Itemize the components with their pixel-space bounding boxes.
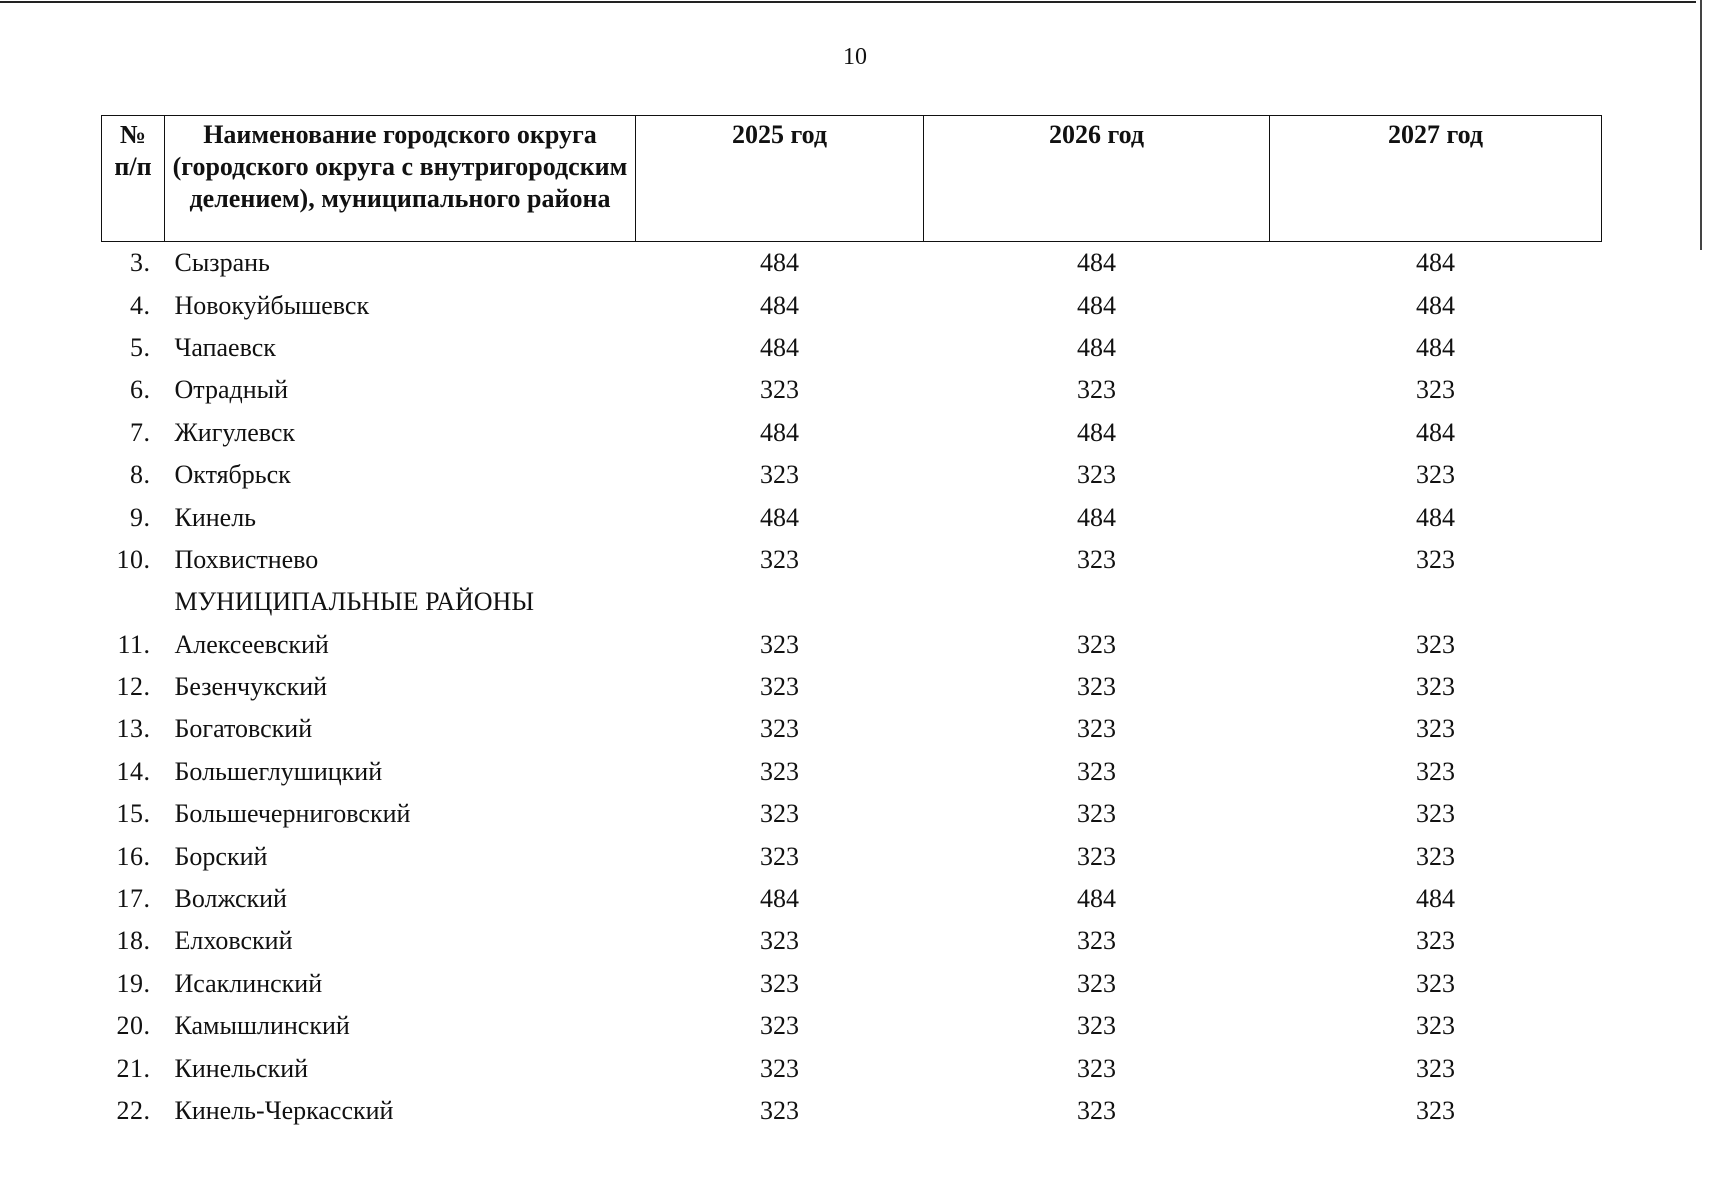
value-2025: 323 [760, 968, 799, 998]
table-row [102, 920, 1602, 962]
value-2025: 323 [760, 926, 799, 956]
value-2027: 484 [1416, 248, 1455, 278]
value-2025: 323 [760, 672, 799, 702]
value-2025: 323 [760, 841, 799, 871]
table-row [102, 666, 1602, 708]
value-2027: 484 [1416, 502, 1455, 532]
value-2027: 484 [1416, 290, 1455, 320]
row-name: Большеглушицкий [174, 756, 383, 786]
value-2025: 323 [760, 799, 799, 829]
value-2027: 484 [1416, 417, 1455, 447]
table-row [102, 751, 1602, 793]
row-number: 8. [130, 460, 151, 490]
table-row [102, 496, 1602, 538]
row-name: Борский [174, 841, 268, 871]
row-number: 19. [116, 968, 151, 998]
table-row [102, 454, 1602, 496]
header-number: № п/п [102, 116, 165, 242]
table-row [102, 284, 1602, 326]
value-2025: 323 [760, 714, 799, 744]
value-2026: 323 [1077, 841, 1116, 871]
value-2025: 323 [760, 1096, 799, 1125]
value-2027: 323 [1416, 1011, 1455, 1041]
header-row [102, 116, 1602, 242]
table-row [102, 1047, 1602, 1089]
row-number: 18. [116, 926, 151, 956]
row-number: 14. [116, 756, 151, 786]
header-name: Наименование городского округа (городского округа с внутригородским делением), муниципального района [165, 116, 636, 242]
table-row [102, 412, 1602, 454]
row-name: Алексеевский [174, 629, 329, 659]
table-row [102, 369, 1602, 411]
row-name: Камышлинский [174, 1011, 350, 1041]
value-2027: 323 [1416, 375, 1455, 405]
row-number: 11. [117, 629, 151, 659]
row-name: Безенчукский [174, 672, 328, 702]
value-2025: 484 [760, 248, 799, 278]
value-2027: 323 [1416, 926, 1455, 956]
value-2025: 323 [760, 756, 799, 786]
table-row [102, 708, 1602, 750]
value-2027: 323 [1416, 460, 1455, 490]
value-2026: 323 [1077, 544, 1116, 574]
row-number: 17. [116, 884, 151, 914]
section-row [102, 581, 1602, 623]
value-2025: 484 [760, 290, 799, 320]
row-name: Кинель-Черкасский [174, 1096, 394, 1125]
row-name: Кинель [174, 502, 257, 532]
value-2026: 323 [1077, 926, 1116, 956]
row-name: Октябрьск [174, 460, 291, 490]
value-2026: 323 [1077, 714, 1116, 744]
row-name: Большечерниговский [174, 799, 411, 829]
value-2027: 323 [1416, 714, 1455, 744]
value-2025: 484 [760, 502, 799, 532]
row-number: 16. [116, 841, 151, 871]
table-row [102, 963, 1602, 1005]
value-2026: 323 [1077, 756, 1116, 786]
table-row [102, 539, 1602, 581]
value-2026: 484 [1077, 248, 1116, 278]
row-name: Елховский [174, 926, 293, 956]
row-name: Похвистнево [174, 544, 319, 574]
table-row [102, 1090, 1602, 1132]
row-name: Богатовский [174, 714, 313, 744]
value-2026 [924, 581, 1270, 623]
value-2025: 484 [760, 332, 799, 362]
value-2026: 323 [1077, 375, 1116, 405]
row-name: Исаклинский [174, 968, 323, 998]
value-2026: 484 [1077, 417, 1116, 447]
allocation-table [101, 115, 1602, 1132]
value-2026: 323 [1077, 1011, 1116, 1041]
value-2027: 323 [1416, 629, 1455, 659]
row-number: 7. [130, 417, 151, 447]
value-2026: 323 [1077, 1096, 1116, 1125]
value-2027: 323 [1416, 1096, 1455, 1125]
row-number: 13. [116, 714, 151, 744]
row-name: Кинельский [174, 1053, 309, 1083]
value-2026: 323 [1077, 460, 1116, 490]
value-2026: 484 [1077, 884, 1116, 914]
value-2027: 323 [1416, 968, 1455, 998]
row-name: Отрадный [174, 375, 289, 405]
section-title: МУНИЦИПАЛЬНЫЕ РАЙОНЫ [174, 587, 534, 617]
right-edge-line [1700, 0, 1702, 250]
page-number: 10 [843, 44, 867, 70]
value-2025: 323 [760, 460, 799, 490]
value-2027 [1270, 581, 1602, 623]
row-name: Чапаевск [174, 332, 276, 362]
header-2026: 2026 год [924, 116, 1270, 242]
row-name: Жигулевск [174, 417, 296, 447]
row-number: 9. [130, 502, 151, 532]
value-2026: 484 [1077, 290, 1116, 320]
row-number: 15. [116, 799, 151, 829]
value-2025 [636, 581, 924, 623]
value-2025: 323 [760, 1011, 799, 1041]
value-2026: 484 [1077, 502, 1116, 532]
table-row [102, 624, 1602, 666]
value-2026: 323 [1077, 629, 1116, 659]
table-header [102, 116, 1602, 242]
table-row [102, 242, 1602, 285]
value-2026: 323 [1077, 1053, 1116, 1083]
header-2027: 2027 год [1270, 116, 1602, 242]
value-2025: 323 [760, 1053, 799, 1083]
row-number: 5. [130, 332, 151, 362]
table-row [102, 835, 1602, 877]
value-2027: 323 [1416, 799, 1455, 829]
value-2026: 323 [1077, 968, 1116, 998]
row-name: Волжский [174, 884, 287, 914]
value-2026: 323 [1077, 799, 1116, 829]
value-2026: 323 [1077, 672, 1116, 702]
value-2027: 323 [1416, 1053, 1455, 1083]
value-2026: 484 [1077, 332, 1116, 362]
row-name: Новокуйбышевск [174, 290, 370, 320]
row-number: 10. [116, 544, 151, 574]
value-2027: 323 [1416, 756, 1455, 786]
value-2027: 484 [1416, 884, 1455, 914]
value-2025: 484 [760, 417, 799, 447]
value-2027: 323 [1416, 544, 1455, 574]
value-2027: 484 [1416, 332, 1455, 362]
table-row [102, 793, 1602, 835]
row-number: 12. [116, 672, 151, 702]
table-row [102, 878, 1602, 920]
row-number: 20. [116, 1011, 151, 1041]
top-border-line [0, 1, 1696, 3]
value-2025: 484 [760, 884, 799, 914]
row-number [102, 581, 165, 623]
row-number: 21. [116, 1053, 151, 1083]
table-row [102, 1005, 1602, 1047]
table-row [102, 327, 1602, 369]
value-2025: 323 [760, 544, 799, 574]
table-body [102, 242, 1602, 1133]
row-number: 6. [130, 375, 151, 405]
value-2025: 323 [760, 375, 799, 405]
value-2025: 323 [760, 629, 799, 659]
value-2027: 323 [1416, 672, 1455, 702]
value-2027: 323 [1416, 841, 1455, 871]
row-number: 22. [116, 1096, 151, 1125]
row-number: 4. [130, 290, 151, 320]
row-name: Сызрань [174, 248, 270, 278]
header-2025: 2025 год [636, 116, 924, 242]
row-number: 3. [130, 248, 151, 278]
